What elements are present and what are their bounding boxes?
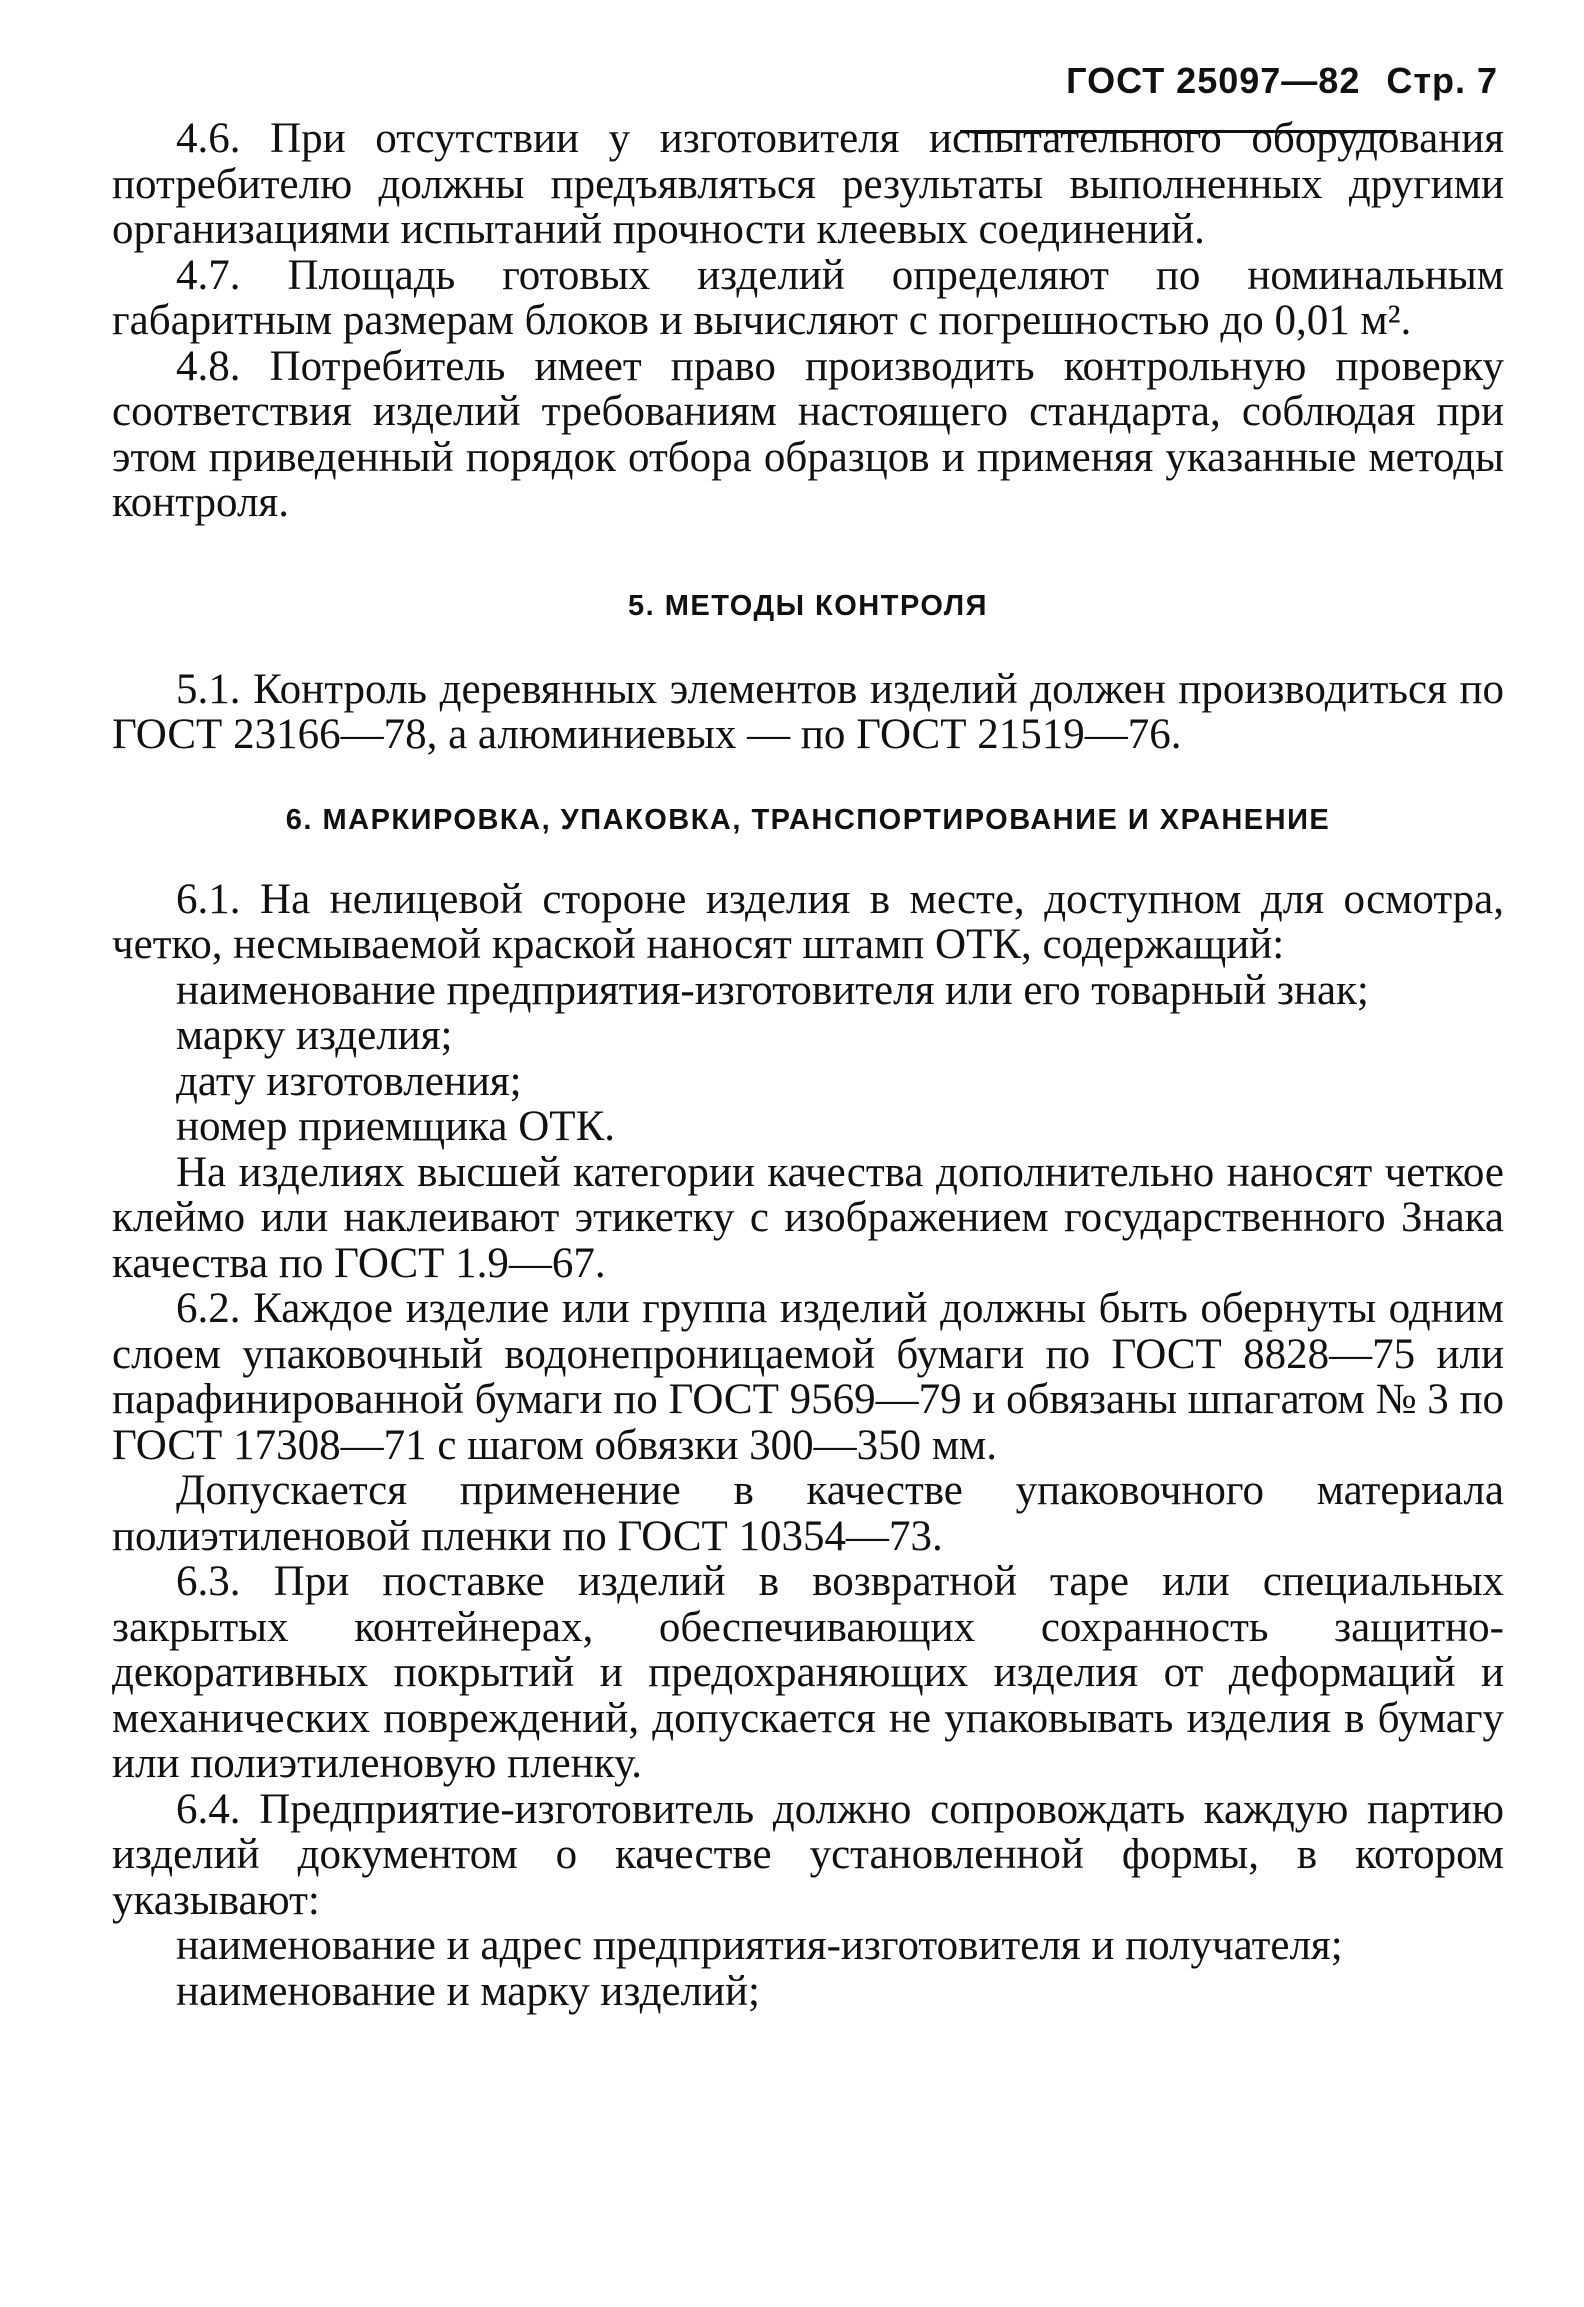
clause-4-8: 4.8. Потребитель имеет право производить контрольную проверку соответствия изделий требованиям настоящего стандарта, соблюдая при этом приведенный порядок отбора образцов и применяя указанные методы контроля.	[112, 342, 1504, 526]
clause-5-1: 5.1. Контроль деревянных элементов изделий должен производиться по ГОСТ 23166—78, а алюминиевых — по ГОСТ 21519—76.	[112, 665, 1504, 758]
clause-4-6: 4.6. При отсутствии у изготовителя испытательного оборудования потребителю должны предъявляться результаты выполненных другими организациями испытаний прочности клеевых соединений.	[112, 115, 1504, 253]
list-item: марку изделия;	[176, 1012, 453, 1059]
clause-4-7: 4.7. Площадь готовых изделий определяют по номинальным габаритным размерам блоков и вычисляют с погрешностью до 0,01 м².	[112, 251, 1504, 344]
standard-number: ГОСТ 25097—82	[1066, 60, 1361, 101]
clause-6-1: 6.1. На нелицевой стороне изделия в месте, доступном для осмотра, четко, несмываемой краской наносят штамп ОТК, содержащий:	[112, 875, 1504, 968]
list-item: наименование и адрес предприятия-изготовителя и получателя;	[176, 1922, 1343, 1969]
document-page	[112, 60, 1504, 2014]
section-5-title: 5. МЕТОДЫ КОНТРОЛЯ	[628, 589, 988, 622]
clause-6-4: 6.4. Предприятие-изготовитель должно сопровождать каждую партию изделий документом о качестве установленной формы, в котором указывают:	[112, 1785, 1504, 1924]
list-item: наименование предприятия-изготовителя или его товарный знак;	[176, 966, 1369, 1014]
running-head	[112, 60, 1498, 116]
list-item: номер приемщика ОТК.	[176, 1103, 616, 1150]
clause-6-3: 6.3. При поставке изделий в возвратной таре или специальных закрытых контейнерах, обеспечивающих сохранность защитно-декоративных покрытий и предохраняющих изделия от деформаций и механических повреждений, допускается не упаковывать изделия в бумагу или полиэтиленовую пленку.	[112, 1558, 1504, 1787]
list-item: наименование и марку изделий;	[176, 1967, 761, 2015]
clause-6-1-extra: На изделиях высшей категории качества дополнительно наносят четкое клеймо или наклеивают этикетку с изображением государственного Знака качества по ГОСТ 1.9—67.	[112, 1148, 1504, 1287]
section-6-title: 6. МАРКИРОВКА, УПАКОВКА, ТРАНСПОРТИРОВАНИЕ И ХРАНЕНИЕ	[285, 803, 1331, 836]
page-number: Стр. 7	[1386, 60, 1498, 101]
list-item: дату изготовления;	[176, 1057, 522, 1105]
clause-6-2-extra: Допускается применение в качестве упаковочного материала полиэтиленовой пленки по ГОСТ 10354—73.	[112, 1467, 1504, 1560]
clause-6-2: 6.2. Каждое изделие или группа изделий должны быть обернуты одним слоем упаковочный водонепроницаемой бумаги по ГОСТ 8828—75 или парафинированной бумаги по ГОСТ 9569—79 и обвязаны шпагатом № 3 по ГОСТ 17308—71 с шагом обвязки 300—350 мм.	[112, 1285, 1504, 1469]
